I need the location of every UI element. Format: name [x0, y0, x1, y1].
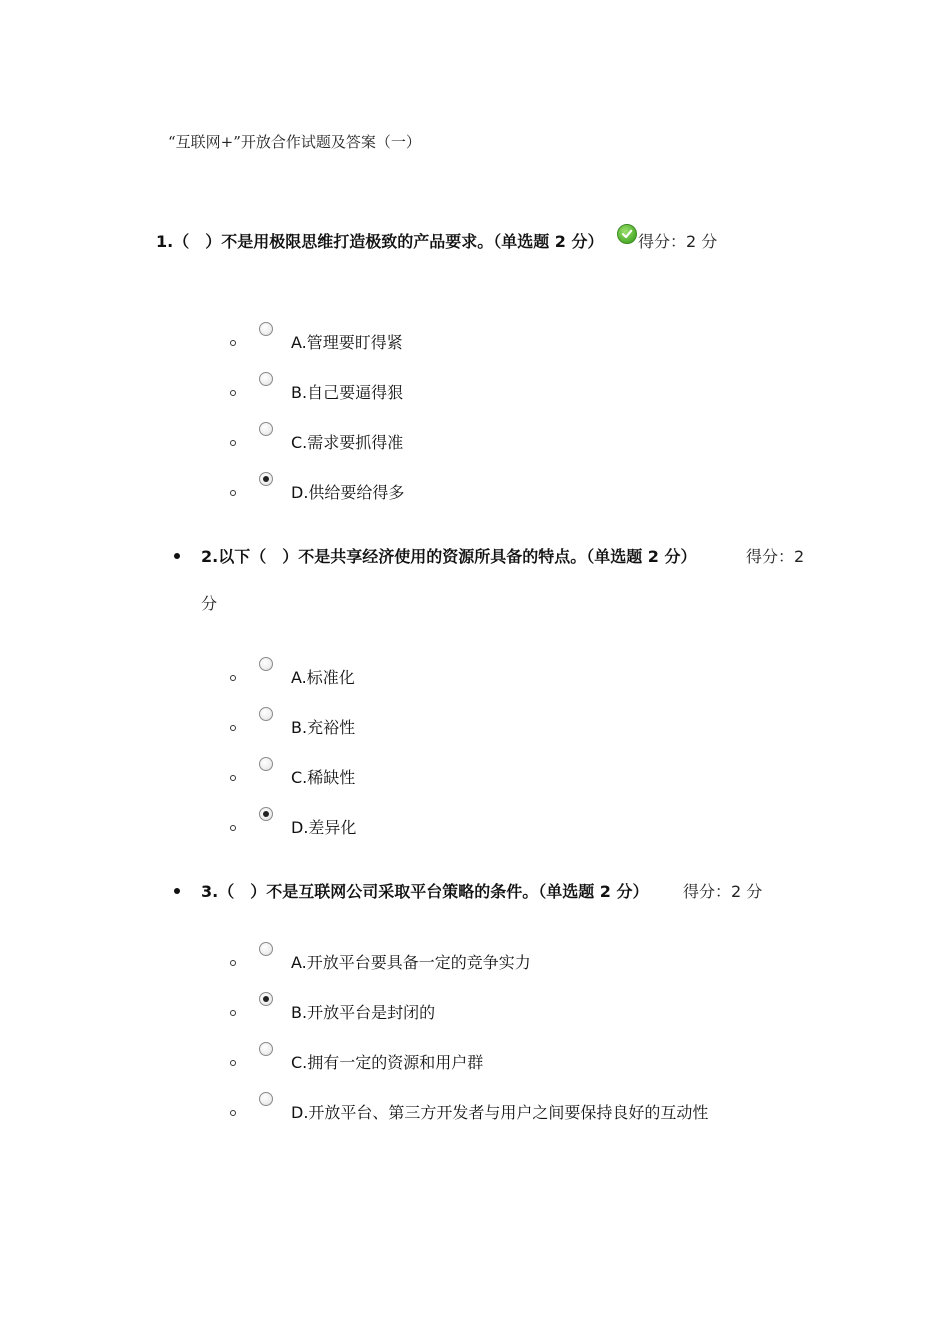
list-bullet-icon: [230, 1010, 236, 1016]
list-bullet-icon: [230, 675, 236, 681]
radio-button[interactable]: [259, 372, 273, 386]
check-circle-icon: [617, 224, 637, 244]
list-bullet-icon: [230, 1060, 236, 1066]
radio-button[interactable]: [259, 422, 273, 436]
list-bullet-icon: [230, 490, 236, 496]
option-label: D.开放平台、第三方开发者与用户之间要保持良好的互动性: [291, 1103, 709, 1122]
question-stem: 1.（ ）不是用极限思维打造极致的产品要求。（单选题 2 分）: [156, 232, 604, 251]
option-label: B.充裕性: [291, 718, 356, 737]
list-bullet-icon: [174, 888, 180, 894]
option-label: D.供给要给得多: [291, 483, 405, 502]
document-title: “互联网+”开放合作试题及答案（一）: [168, 133, 421, 151]
option-label: C.稀缺性: [291, 768, 356, 787]
option-label: A.管理要盯得紧: [291, 333, 403, 352]
question-stem: 3.（ ）不是互联网公司采取平台策略的条件。（单选题 2 分）: [201, 882, 649, 901]
list-bullet-icon: [230, 390, 236, 396]
list-bullet-icon: [230, 960, 236, 966]
radio-button-selected[interactable]: [259, 992, 273, 1006]
list-bullet-icon: [230, 775, 236, 781]
list-bullet-icon: [230, 440, 236, 446]
radio-button-selected[interactable]: [259, 807, 273, 821]
option-label: A.开放平台要具备一定的竞争实力: [291, 953, 531, 972]
radio-button[interactable]: [259, 942, 273, 956]
list-bullet-icon: [174, 553, 180, 559]
option-label: C.拥有一定的资源和用户群: [291, 1053, 484, 1072]
question-score: 得分：2 分: [683, 882, 763, 901]
option-label: D.差异化: [291, 818, 357, 837]
option-label: C.需求要抓得准: [291, 433, 404, 452]
option-label: B.开放平台是封闭的: [291, 1003, 436, 1022]
radio-button[interactable]: [259, 657, 273, 671]
radio-button[interactable]: [259, 757, 273, 771]
question-score-continued: 分: [201, 594, 218, 613]
radio-button[interactable]: [259, 1092, 273, 1106]
radio-button[interactable]: [259, 707, 273, 721]
list-bullet-icon: [230, 725, 236, 731]
list-bullet-icon: [230, 1110, 236, 1116]
list-bullet-icon: [230, 825, 236, 831]
radio-button[interactable]: [259, 1042, 273, 1056]
question-score: 得分：2: [746, 547, 805, 566]
question-score: 得分：2 分: [638, 232, 718, 251]
option-label: B.自己要逼得狠: [291, 383, 404, 402]
question-stem: 2.以下（ ）不是共享经济使用的资源所具备的特点。（单选题 2 分）: [201, 547, 697, 566]
radio-button[interactable]: [259, 322, 273, 336]
radio-button-selected[interactable]: [259, 472, 273, 486]
list-bullet-icon: [230, 340, 236, 346]
option-label: A.标准化: [291, 668, 355, 687]
